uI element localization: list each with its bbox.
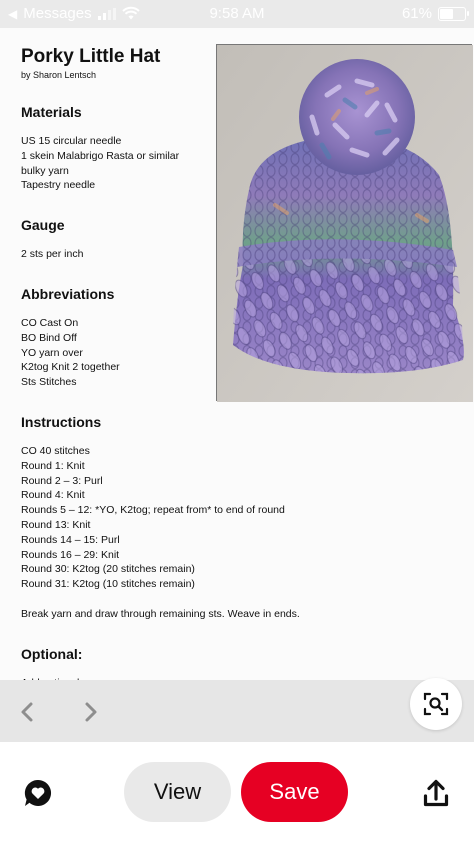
section-heading: Gauge — [21, 217, 65, 234]
section-body — [21, 134, 221, 193]
section-heading: Abbreviations — [21, 285, 115, 302]
pattern-line: Round 4: Knit — [21, 489, 85, 502]
pattern-line: K2tog Knit 2 together — [21, 361, 120, 374]
visual-search-button[interactable] — [410, 678, 462, 730]
pattern-line: Rounds 14 – 15: Purl — [21, 533, 120, 546]
share-icon — [423, 779, 449, 807]
knitted-hat-photo — [216, 44, 472, 401]
pattern-line: Break yarn and draw through remaining sts. Weave in ends. — [21, 607, 300, 620]
save-button[interactable]: Save — [241, 762, 348, 822]
carrier-label[interactable]: Messages — [23, 5, 92, 22]
pattern-line: 2 sts per inch — [21, 248, 84, 261]
pattern-line: Sts Stitches — [21, 376, 77, 389]
pattern-line: US 15 circular needle — [21, 135, 122, 147]
pattern-line: 1 skein Malabrigo Rasta or similar — [21, 149, 180, 162]
status-bar — [0, 0, 474, 28]
clock: 9:58 AM — [209, 5, 265, 22]
hat-illustration — [217, 45, 473, 402]
status-right — [402, 5, 466, 22]
section-heading: Instructions — [21, 413, 102, 430]
section-heading: Materials — [21, 104, 82, 120]
section-heading: Optional: — [21, 645, 83, 662]
pin-navigation — [0, 680, 474, 742]
visual-search-icon — [423, 691, 449, 717]
battery-percent: 61% — [401, 5, 432, 22]
react-button[interactable] — [20, 776, 56, 810]
pattern-line: Round 30: K2tog (20 stitches remain) — [21, 563, 195, 576]
pattern-line: Round 1: Knit — [21, 459, 85, 472]
pin-image[interactable] — [0, 28, 474, 680]
pattern-line: CO 40 stitches — [21, 444, 90, 457]
view-button[interactable]: View — [124, 762, 231, 822]
pin-action-bar — [0, 742, 474, 843]
section-body — [21, 444, 300, 622]
heart-bubble-icon — [23, 778, 53, 808]
pattern-line: Round 2 – 3: Purl — [21, 474, 103, 487]
pattern-line: Round 31: K2tog (10 stitches remain) — [21, 578, 195, 591]
battery-fill — [440, 9, 453, 19]
pattern-line: Rounds 5 – 12: *YO, K2tog; repeat from* to end of round — [21, 504, 285, 517]
pattern-title: Porky Little Hat — [21, 46, 161, 67]
pattern-line: Round 13: Knit — [21, 518, 91, 531]
pattern-line: CO Cast On — [21, 316, 79, 329]
pattern-line: bulky yarn — [21, 164, 69, 177]
pattern-line — [21, 592, 221, 607]
share-button[interactable] — [420, 776, 452, 810]
battery-icon — [438, 7, 466, 21]
section-body — [21, 316, 221, 390]
back-to-app-chevron-icon[interactable]: ◀ — [8, 6, 18, 21]
pattern-line: BO Bind Off — [21, 331, 77, 344]
pattern-author: by Sharon Lentsch — [21, 70, 97, 80]
chevron-left-icon[interactable] — [16, 700, 40, 724]
pattern-line: Rounds 16 – 29: Knit — [21, 548, 120, 561]
pattern-line: YO yarn over — [21, 346, 83, 359]
pattern-line: Tapestry needle — [21, 179, 96, 192]
pattern-text — [21, 46, 300, 690]
chevron-right-icon[interactable] — [78, 700, 102, 724]
section-body — [21, 247, 221, 262]
